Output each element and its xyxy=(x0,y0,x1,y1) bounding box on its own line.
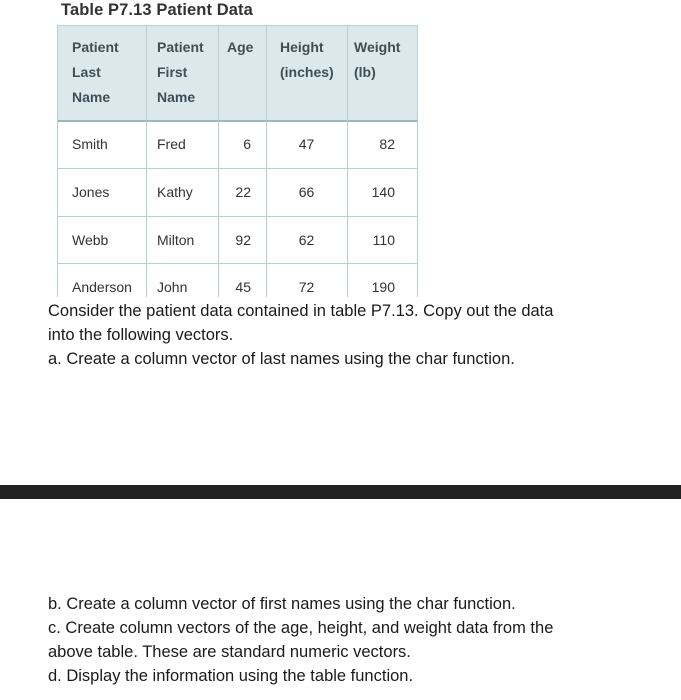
header-age: Age xyxy=(227,39,254,55)
cell-height: 47 xyxy=(298,136,315,152)
question-intro: Consider the patient data contained in table P7.13. Copy out the data into the following vectors. a. Create a column vector of last names using the char function. xyxy=(48,299,553,371)
column-divider xyxy=(218,25,219,297)
cell-last-name: Jones xyxy=(72,184,110,200)
cell-weight: 82 xyxy=(379,136,395,152)
cell-first-name: Fred xyxy=(157,136,186,152)
cell-height: 72 xyxy=(298,279,315,295)
column-divider xyxy=(347,25,348,297)
column-divider xyxy=(266,25,267,297)
cell-height: 62 xyxy=(298,232,315,248)
row-divider xyxy=(57,216,418,217)
row-divider xyxy=(57,263,418,264)
question-parts-b-d xyxy=(48,592,553,688)
part-b: b. Create a column vector of first names using the char function. xyxy=(48,595,516,613)
cell-first-name: John xyxy=(157,279,188,295)
cell-age: 45 xyxy=(235,279,251,295)
black-divider-bar xyxy=(0,485,681,499)
cell-age: 6 xyxy=(243,136,251,152)
cell-age: 22 xyxy=(235,184,251,200)
header-divider xyxy=(57,120,418,122)
cell-last-name: Anderson xyxy=(72,279,132,295)
column-divider xyxy=(146,25,147,297)
part-c-line-2: above table. These are standard numeric vectors. xyxy=(48,643,411,661)
row-divider xyxy=(57,168,418,169)
cell-age: 92 xyxy=(235,232,251,248)
header-height: Height (inches) xyxy=(280,39,334,80)
cell-weight: 110 xyxy=(372,232,395,248)
cell-last-name: Webb xyxy=(72,232,109,248)
cell-first-name: Milton xyxy=(157,232,195,248)
part-c-line-1: c. Create column vectors of the age, height, and weight data from the xyxy=(48,619,554,637)
cell-height: 66 xyxy=(298,184,315,200)
table-border-right xyxy=(417,25,418,297)
part-a: a. Create a column vector of last names using the char function. xyxy=(48,350,515,368)
cell-last-name: Smith xyxy=(72,136,108,152)
cell-first-name: Kathy xyxy=(157,184,193,200)
cell-weight: 140 xyxy=(371,184,395,200)
table-border-left xyxy=(57,25,58,297)
patient-table xyxy=(57,25,418,297)
header-patient-last-name: Patient Last Name xyxy=(72,39,119,105)
header-weight: Weight (lb) xyxy=(354,39,401,80)
cell-weight: 190 xyxy=(371,279,395,295)
part-d: d. Display the information using the table function. xyxy=(48,667,414,685)
table-title: Table P7.13 Patient Data xyxy=(61,1,253,19)
header-patient-first-name: Patient First Name xyxy=(157,39,204,105)
